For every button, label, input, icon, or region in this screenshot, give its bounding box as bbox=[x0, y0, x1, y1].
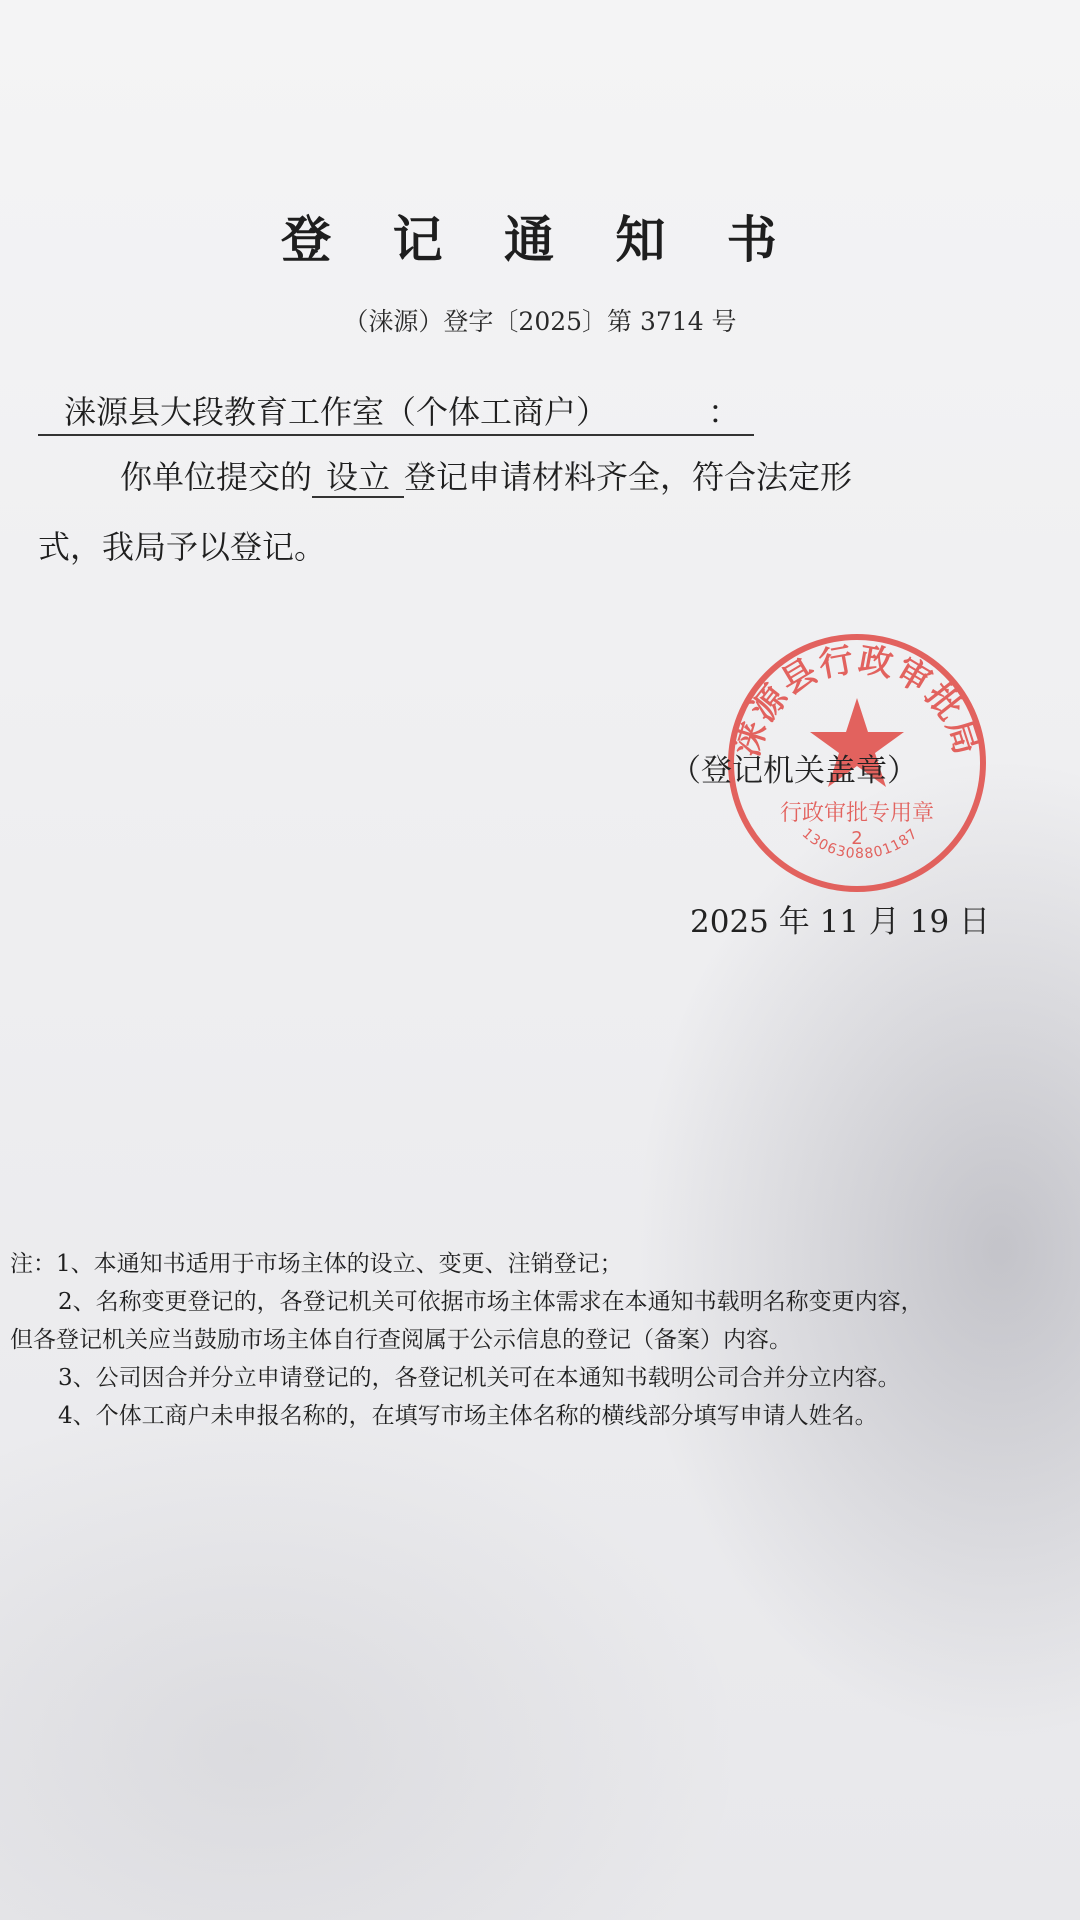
note-line-3: 但各登记机关应当鼓励市场主体自行查阅属于公示信息的登记（备案）内容。 bbox=[10, 1327, 792, 1353]
note-line-4: 3、公司因合并分立申请登记的，各登记机关可在本通知书载明公司合并分立内容。 bbox=[58, 1365, 901, 1391]
body-paragraph-line1 bbox=[120, 452, 852, 498]
note-line-5: 4、个体工商户未申报名称的，在填写市场主体名称的横线部分填写申请人姓名。 bbox=[58, 1403, 878, 1429]
note-line-2: 2、名称变更登记的，各登记机关可依据市场主体需求在本通知书载明名称变更内容， bbox=[58, 1289, 924, 1315]
issue-date: 2025 年 11 月 19 日 bbox=[690, 904, 991, 940]
document-title: 登 记 通 知 书 bbox=[281, 210, 799, 269]
addressee-name: 涞源县大段教育工作室（个体工商户） bbox=[64, 393, 609, 431]
seal-outer-text: 涞源县行政审批局 bbox=[726, 639, 988, 762]
body-prefix: 你单位提交的 bbox=[120, 458, 313, 496]
document-number: （涞源）登字〔2025〕第 3714 号 bbox=[343, 307, 737, 336]
notes-section bbox=[10, 1245, 1060, 1435]
body-suffix: 登记申请材料齐全，符合法定形 bbox=[404, 458, 853, 496]
registration-type: 设立 bbox=[312, 458, 404, 498]
seal-inner-text: 行政审批专用章 bbox=[779, 801, 935, 826]
note-line-1: 注：1、本通知书适用于市场主体的设立、变更、注销登记； bbox=[10, 1251, 623, 1277]
addressee-line bbox=[38, 392, 754, 436]
seal-code: 1306308801187 bbox=[798, 825, 922, 863]
addressee-colon: ： bbox=[707, 393, 740, 431]
seal-number: 2 bbox=[851, 828, 863, 849]
body-paragraph-line2: 式，我局予以登记。 bbox=[38, 528, 327, 566]
seal-label: （登记机关盖章） bbox=[670, 753, 918, 789]
